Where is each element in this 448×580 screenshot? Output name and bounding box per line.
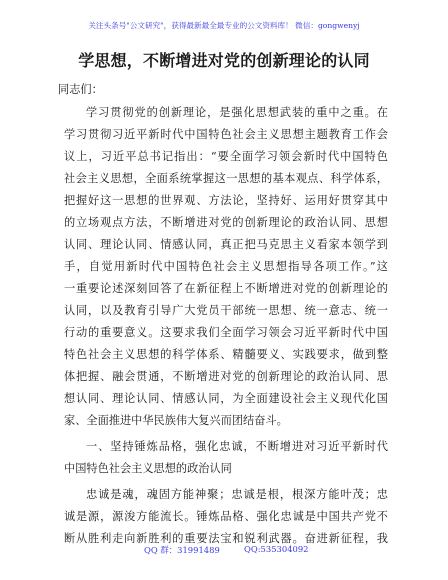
section-heading-line: 中国特色社会主义思想的政治认同 [64,462,232,475]
paragraph1-line: 想认同、理论认同、情感认同，为全面建设社会主义现代化国 [64,392,388,405]
paragraph2-line: 诚是源，源浚方能流长。锤炼品格、强化忠诚是中国共产党不 [64,510,388,523]
paragraph1-line: 家、全面推进中华民族伟大复兴而团结奋斗。 [64,414,288,427]
salutation: 同志们： [58,83,103,96]
footer-qq: QQ:535304092 [244,544,309,554]
paragraph2-line: 忠诚是魂，魂固方能神聚；忠诚是根，根深方能叶茂；忠 [86,488,388,501]
paragraph1-line: 一重要论述深刻回答了在新征程上不断增进对党的创新理论的 [64,282,388,295]
section-heading-line: 一、坚持锤炼品格，强化忠诚，不断增进对习近平新时代 [86,440,388,453]
paragraph1-line: 学习贯彻党的创新理论，是强化思想武装的重中之重。在 [86,106,388,119]
footer-qq-group: QQ 群：31991489 [144,545,220,555]
paragraph1-line: 认同、理论认同、情感认同，真正把马克思主义看家本领学到 [64,238,388,251]
paragraph1-line: 的立场观点方法，不断增进对党的创新理论的政治认同、思想 [64,216,388,229]
paragraph1-line: 手，自觉用新时代中国特色社会主义思想指导各项工作。”这 [64,260,388,273]
paragraph1-line: 社会主义思想，全面系统掌握这一思想的基本观点、科学体系， [64,172,388,185]
paragraph1-line: 认同，以及教育引导广大党员干部统一思想、统一意志、统一 [64,304,388,317]
paragraph2-line: 断从胜利走向新胜利的重要法宝和锐利武器。奋进新征程，我 [64,532,388,545]
document-title: 学思想，不断增进对党的创新理论的认同 [78,51,370,70]
paragraph1-line: 体把握、融会贯通，不断增进对党的创新理论的政治认同、思 [64,370,388,383]
paragraph1-line: 特色社会主义思想的科学体系、精髓要义、实践要求，做到整 [64,348,388,361]
header-promo-note: 关注头条号"公文研究"，获得最新最全最专业的公文资料库！ 微信：gongwenyj [88,21,360,30]
paragraph1-line: 学习贯彻习近平新时代中国特色社会主义思想主题教育工作会 [64,128,388,141]
paragraph1-line: 行动的重要意义。这要求我们全面学习领会习近平新时代中国 [64,326,388,339]
paragraph1-line: 把握好这一思想的世界观、方法论，坚持好、运用好贯穿其中 [64,194,388,207]
paragraph1-line: 议上，习近平总书记指出：“要全面学习领会新时代中国特色 [64,150,388,163]
